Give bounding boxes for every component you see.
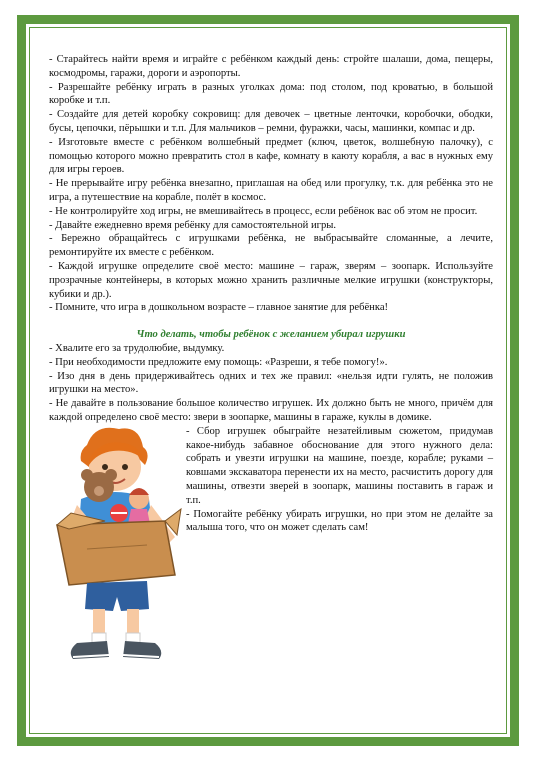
section-heading: Что делать, чтобы ребёнок с желанием убирал игрушки (136, 329, 406, 341)
side-tip: - Помогайте ребёнку убирать игрушки, но при этом не делайте за малыша того, что он может сделать сам! (186, 508, 493, 534)
section-tip: - При необходимости предложите ему помощь: «Разреши, я тебе помогу!». (49, 356, 388, 368)
tip-paragraph: - Не прерывайте игру ребёнка внезапно, приглашая на обед или прогулку, т.к. для ребёнка это не игра, а путешествие на корабле, полёт в космос. (49, 178, 493, 203)
tip-paragraph: - Давайте ежедневно время ребёнку для самостоятельной игры. (49, 219, 337, 231)
tip-paragraph: - Изготовьте вместе с ребёнком волшебный предмет (ключ, цветок, волшебную палочку), с помощью которого можно превратить стол в кафе, комнату в каюту корабля, а вас в нужных ему для игры героев. (49, 136, 493, 176)
illustrated-section (49, 425, 493, 673)
tip-paragraph: - Не контролируйте ход игры, не вмешивайтесь в процесс, если ребёнок вас об этом не просит. (49, 205, 478, 217)
side-tip: - Сбор игрушек обыграйте незатейливым сюжетом, придумав какое-нибудь забавное обоснование для этого нужного дела: собрать и увезти игрушки на машине, поезде, корабле; руками – ковшами экскаватора перенести их на место, расчистить дорогу для машины, отвезти зверей в зоопарк, машины поставить в гараж и т.п. (186, 425, 493, 506)
side-text (186, 425, 493, 535)
section-tip: - Изо дня в день придерживайтесь одних и тех же правил: «нельзя идти гулять, не положив игрушки на место». (49, 370, 493, 396)
tip-paragraph: - Создайте для детей коробку сокровищ: для девочек – цветные ленточки, коробочки, ободки, бусы, цепочки, пёрышки и т.п. Для мальчиков – ремни, фуражки, часы, машинки, компас и др. (49, 109, 493, 134)
document-body (49, 53, 493, 673)
tip-paragraph: - Каждой игрушке определите своё место: машине – гараж, зверям – зоопарк. Используйте прозрачные контейнеры, в которых можно хранить различные мелкие игрушки (конструкторы, кубики и др.). (49, 260, 493, 300)
tip-paragraph: - Разрешайте ребёнку играть в разных уголках дома: под столом, под кроватью, в большой коробке и т.п. (49, 81, 493, 107)
section-tip: - Хвалите его за трудолюбие, выдумку. (49, 342, 225, 354)
tip-paragraph: - Помните, что игра в дошкольном возрасте – главное занятие для ребёнка! (49, 302, 389, 314)
tip-paragraph: - Старайтесь найти время и играйте с ребёнком каждый день: стройте шалаши, дома, пещеры, космодромы, гаражи, дороги и аэропорты. (49, 54, 493, 79)
child-with-toy-box-illustration (47, 425, 187, 673)
tip-paragraph: - Бережно обращайтесь с игрушками ребёнка, не выбрасывайте сломанные, а лечите, ремонтируйте их вместе с ребёнком. (49, 233, 493, 259)
section-tip: - Не давайте в пользование большое количество игрушек. Их должно быть не много, причём для каждой определено своё место: звери в зоопарке, машины в гараже, куклы в домике. (49, 398, 493, 423)
